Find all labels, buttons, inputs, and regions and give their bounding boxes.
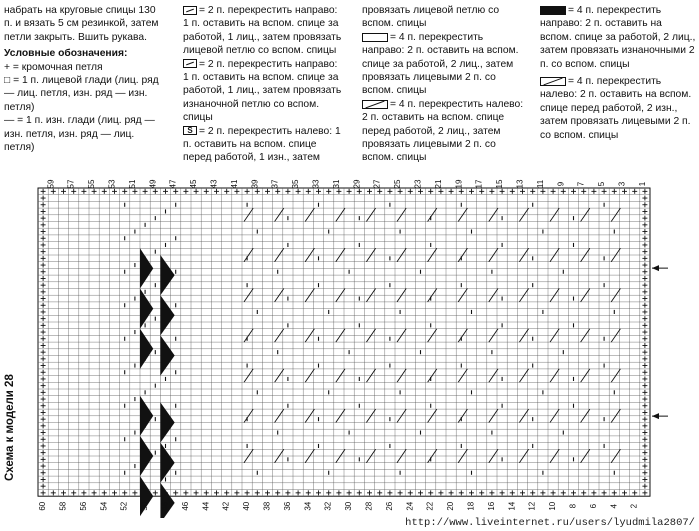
column-number: 57 [66, 179, 76, 189]
legend-cable-4-right-purl: = 4 п. перекрестить направо: 2 п. оставить на вспом. спице за работой, 2 лиц., затем провязать изнаночными 2 п. со вспом. спицы [540, 5, 696, 70]
column-number: 51 [127, 179, 137, 189]
column-number: 31 [331, 179, 341, 189]
column-number: 39 [250, 179, 260, 189]
column-number-bottom: 28 [364, 501, 374, 511]
column-number-bottom: 20 [446, 501, 456, 511]
column-number-bottom: 42 [221, 501, 231, 511]
column-number-bottom: 60 [38, 501, 48, 511]
cross-left-icon: S [183, 126, 197, 135]
column-number: 49 [148, 179, 158, 189]
column-number: 29 [352, 179, 362, 189]
column-number-bottom: 16 [486, 501, 496, 511]
legend-cross-right-purl: = 2 п. перекрестить направо: 1 п. оставить на вспом. спице за работой, 1 лиц., затем провязать изнаночной петлю со вспом. спицы [183, 58, 342, 124]
legend-continued: провязать лицевой петлю со вспом. спицы [362, 5, 500, 30]
cable-4-left-purl-icon [540, 77, 566, 86]
column-number: 23 [413, 179, 423, 189]
column-number: 37 [270, 179, 280, 189]
column-number-bottom: 18 [466, 501, 476, 511]
column-number-bottom: 22 [425, 501, 435, 511]
column-number-bottom: 56 [78, 501, 88, 511]
column-number: 47 [168, 179, 178, 189]
column-number-bottom: 26 [384, 501, 394, 511]
column-number: 3 [617, 181, 627, 187]
column-number: 7 [576, 181, 586, 187]
column-number: 43 [209, 179, 219, 189]
column-number-bottom: 2 [629, 503, 639, 509]
column-number-bottom: 36 [282, 501, 292, 511]
column-number: 25 [393, 179, 403, 189]
column-number: 1 [637, 181, 647, 187]
column-number-bottom: 48 [160, 501, 170, 511]
legend-cross-left: = 2 п. перекрестить налево: 1 п. оставить на вспом. спице перед работой, 1 изн., затем [183, 125, 341, 164]
legend-cable-4-right: = 4 п. перекрестить направо: 2 п. оставить на вспом. спице за работой, 2 лиц., затем провязать лицевыми 2 п. со вспом. спицы [362, 31, 519, 97]
cable-4-left-icon [362, 100, 388, 109]
column-number: 41 [229, 179, 239, 189]
column-number: 17 [474, 179, 484, 189]
column-number-bottom: 44 [201, 501, 211, 511]
column-number-bottom: 4 [609, 503, 619, 509]
column-number: 21 [433, 179, 443, 189]
legend-column-3 [362, 4, 527, 165]
column-number-bottom: 40 [242, 501, 252, 511]
legend-cable-4-left-purl: = 4 п. перекрестить налево: 2 п. оставить на вспом. спице перед работой, 2 изн., затем провязать лицевыми 2 п. со вспом. спицы [540, 76, 692, 141]
chart-title: Схема к модели 28 [4, 374, 16, 481]
column-number: 35 [291, 179, 301, 189]
knitting-chart [28, 168, 668, 518]
legend-title: Условные обозначения: [4, 48, 128, 60]
cross-right-purl-icon [183, 59, 197, 68]
legend-column-4 [540, 4, 696, 142]
column-number-bottom: 52 [119, 501, 129, 511]
column-number-bottom: 10 [548, 501, 558, 511]
column-number: 59 [46, 179, 56, 189]
column-number-bottom: 32 [323, 501, 333, 511]
cable-4-right-purl-icon [540, 6, 566, 15]
column-number-bottom: 30 [344, 501, 354, 511]
row-arrow-head [652, 413, 659, 419]
column-number-bottom: 34 [303, 501, 313, 511]
legend-cable-4-left: = 4 п. перекрестить налево: 2 п. оставить на вспом. спице перед работой, 2 лиц., затем провязать лицевыми 2 п. со вспом. спицы [362, 98, 524, 164]
column-number: 15 [495, 179, 505, 189]
column-number: 9 [556, 181, 566, 187]
column-number-bottom: 12 [527, 501, 537, 511]
column-number: 5 [597, 181, 607, 187]
column-number-bottom: 8 [568, 503, 578, 509]
watermark: http://www.liveinternet.ru/users/lyudmila2807/ [405, 517, 695, 529]
column-number: 55 [87, 179, 97, 189]
column-number: 27 [372, 179, 382, 189]
cross-right-knit-icon [183, 6, 197, 15]
legend-item-edge-stitch: + = кромочная петля [4, 61, 103, 73]
column-number-bottom: 38 [262, 501, 272, 511]
column-number-bottom: 50 [140, 501, 150, 511]
legend-column-2 [183, 4, 343, 165]
legend-item-purl: — = 1 п. изн. глади (лиц. ряд — изн. петля, изн. ряд — лиц. петля) [4, 115, 155, 154]
column-number: 33 [311, 179, 321, 189]
row-arrow-head [652, 265, 659, 271]
intro-text: набрать на круговые спицы 130 п. и вязать 5 см резинкой, затем петли закрыть. Вшить рукава. [4, 5, 159, 43]
column-number: 53 [107, 179, 117, 189]
column-number-bottom: 46 [180, 501, 190, 511]
column-number: 45 [189, 179, 199, 189]
legend-cross-right-knit: = 2 п. перекрестить направо: 1 п. оставить на вспом. спице за работой, 1 лиц., затем провязать лицевой петлю со вспом. спицы [183, 5, 342, 57]
column-number-bottom: 6 [588, 503, 598, 509]
column-number: 11 [535, 179, 545, 189]
column-number-bottom: 24 [405, 501, 415, 511]
cable-4-right-icon [362, 33, 388, 42]
column-number-bottom: 54 [99, 501, 109, 511]
legend-column-1 [4, 4, 164, 154]
column-number: 13 [515, 179, 525, 189]
legend-item-knit: □ = 1 п. лицевой глади (лиц. ряд — лиц. петля, изн. ряд — изн. петля) [4, 75, 159, 113]
column-number: 19 [454, 179, 464, 189]
column-number-bottom: 58 [58, 501, 68, 511]
column-number-bottom: 14 [507, 501, 517, 511]
